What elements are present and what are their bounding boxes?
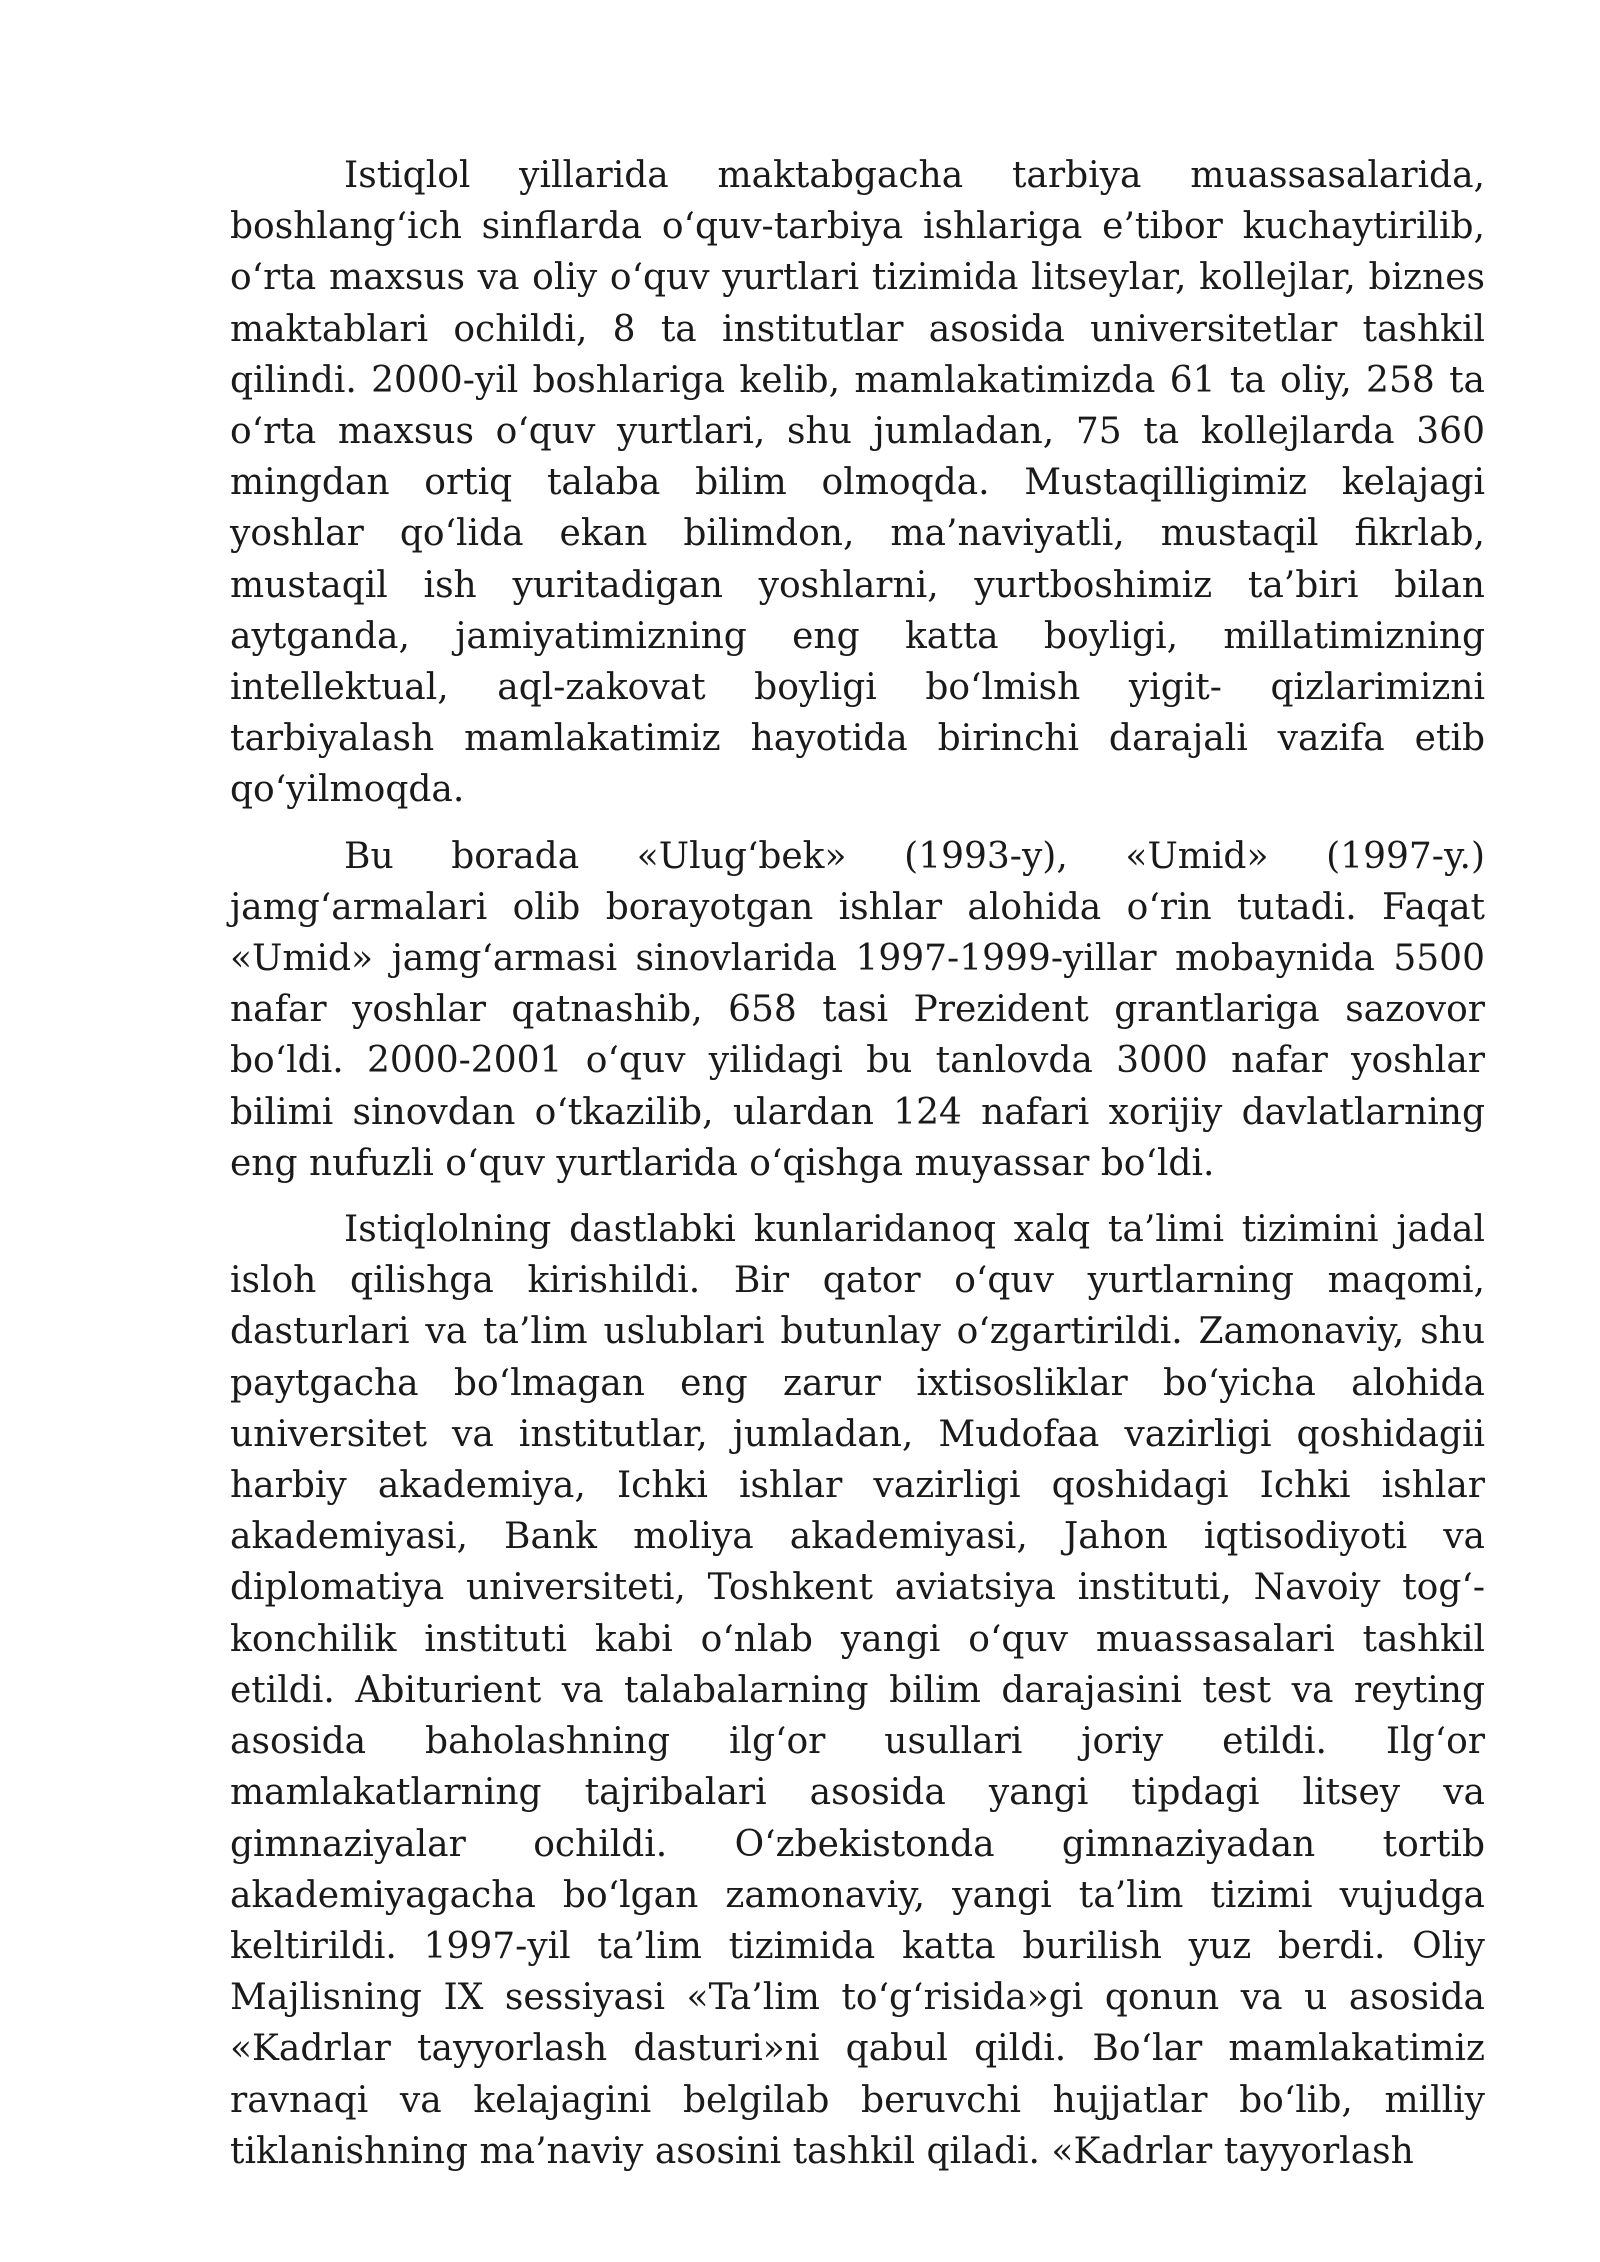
paragraph-1: Istiqlol yillarida maktabgacha tarbiya muassasalarida, boshlang‘ich sinflarda o‘quv-tarbiya ishlariga e’tibor kuchaytirilib, o‘rta maxsus va oliy o‘quv yurtlari tizimida litseylar, kollejlar, biznes maktablari ochildi, 8 ta institutlar asosida universitetlar tashkil qilindi. 2000-yil boshlariga kelib, mamlakatimizda 61 ta oliy, 258 ta o‘rta maxsus o‘quv yurtlari, shu jumladan, 75 ta kollejlarda 360 mingdan ortiq talaba bilim olmoqda. Mustaqilligimiz kelajagi yoshlar qo‘lida ekan bilimdon, ma’naviyatli, mustaqil fikrlab, mustaqil ish yuritadigan yoshlarni, yurtboshimiz ta’biri bilan aytganda, jamiyatimizning eng katta boyligi, millatimizning intellektual, aql-zakovat boyligi bo‘lmish yigit- qizlarimizni tarbiyalash mamlakatimiz hayotida birinchi darajali vazifa etib qo‘yilmoqda. <box>230 155 1485 811</box>
paragraph-3: Istiqlolning dastlabki kunlaridanoq xalq ta’limi tizimini jadal isloh qilishga kirishildi. Bir qator o‘quv yurtlarning maqomi, dasturlari va ta’lim uslublari butunlay o‘zgartirildi. Zamonaviy, shu paytgacha bo‘lmagan eng zarur ixtisosliklar bo‘yicha alohida universitet va institutlar, jumladan, Mudofaa vazirligi qoshidagii harbiy akademiya, Ichki ishlar vazirligi qoshidagi Ichki ishlar akademiyasi, Bank moliya akademiyasi, Jahon iqtisodiyoti va diplomatiya universiteti, Toshkent aviatsiya instituti, Navoiy tog‘-konchilik instituti kabi o‘nlab yangi o‘quv muassasalari tashkil etildi. Abiturient va talabalarning bilim darajasini test va reyting asosida baholashning ilg‘or usullari joriy etildi. Ilg‘or mamlakatlarning tajribalari asosida yangi tipdagi litsey va gimnaziyalar ochildi. O‘zbekistonda gimnaziyadan tortib akademiyagacha bo‘lgan zamonaviy, yangi ta’lim tizimi vujudga keltirildi. 1997-yil ta’lim tizimida katta burilish yuz berdi. Oliy Majlisning IX sessiyasi «Ta’lim to‘g‘risida»gi qonun va u asosida «Kadrlar tayyorlash dasturi»ni qabul qildi. Bo‘lar mamlakatimiz ravnaqi va kelajagini belgilab beruvchi hujjatlar bo‘lib, milliy tiklanishning ma’naviy asosini tashkil qiladi. «Kadrlar tayyorlash <box>230 1209 1485 2172</box>
paragraph-2: Bu borada «Ulug‘bek» (1993-y), «Umid» (1997-y.) jamg‘armalari olib borayotgan ishlar alohida o‘rin tutadi. Faqat «Umid» jamg‘armasi sinovlarida 1997-1999-yillar mobaynida 5500 nafar yoshlar qatnashib, 658 tasi Prezident grantlariga sazovor bo‘ldi. 2000-2001 o‘quv yilidagi bu tanlovda 3000 nafar yoshlar bilimi sinovdan o‘tkazilib, ulardan 124 nafari xorijiy davlatlarning eng nufuzli o‘quv yurtlarida o‘qishga muyassar bo‘ldi. <box>230 835 1485 1184</box>
document-page <box>230 150 1485 2177</box>
